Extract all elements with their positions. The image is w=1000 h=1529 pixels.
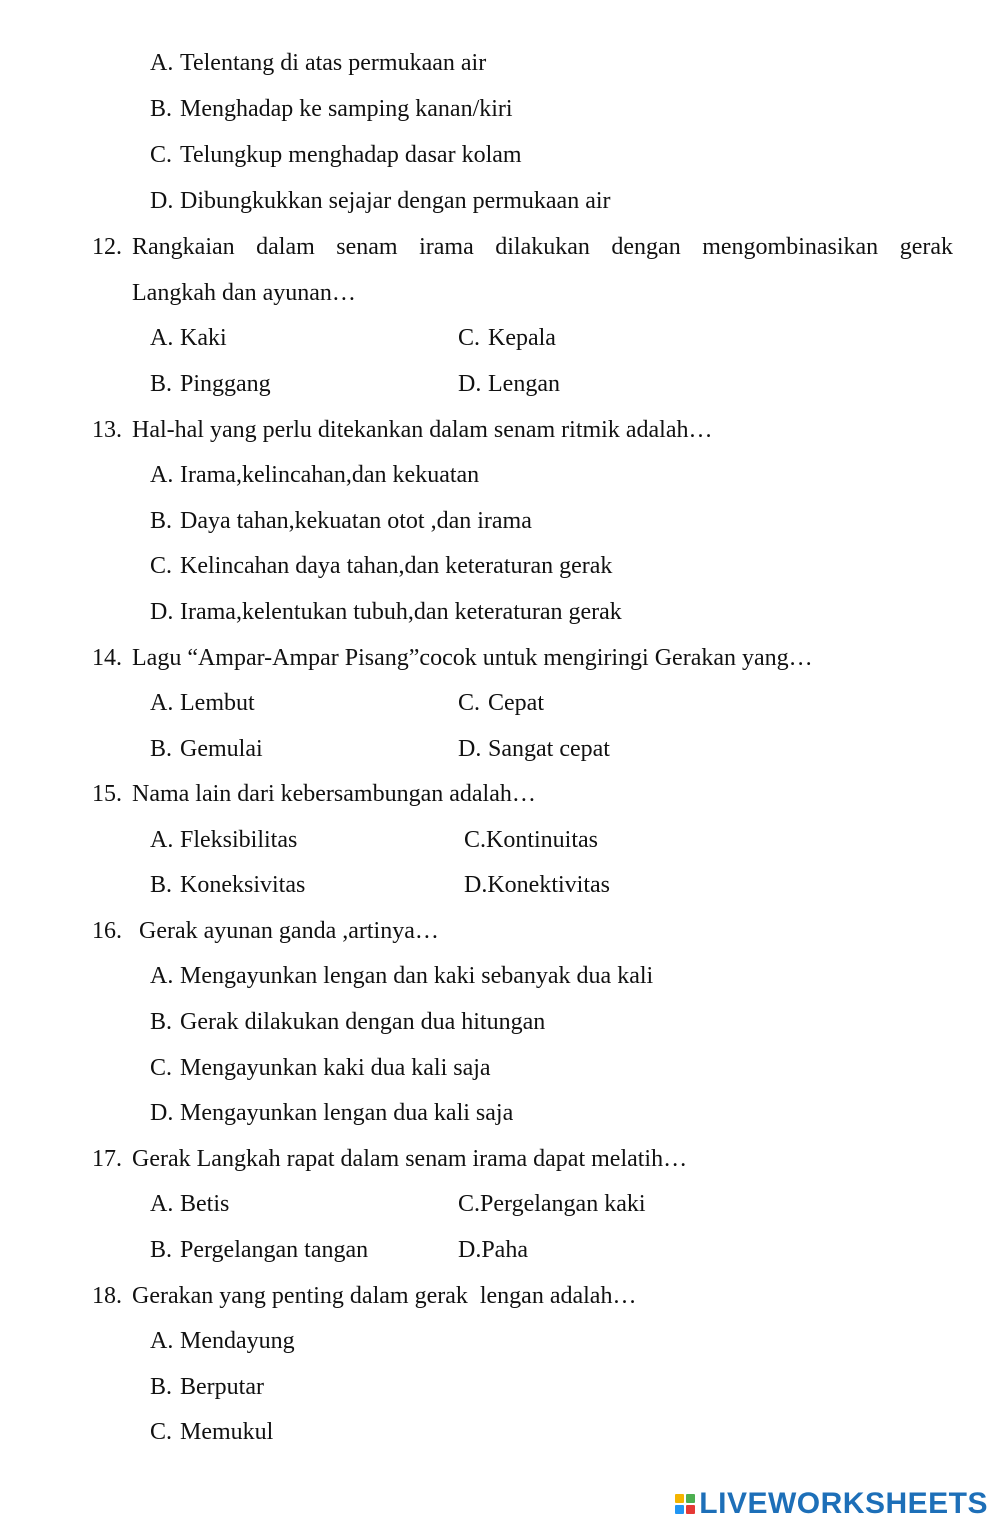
q17-option-b	[150, 1235, 368, 1265]
option-text: Mengayunkan lengan dua kali saja	[180, 1100, 514, 1126]
q11-option-c	[150, 140, 522, 170]
q16-option-b	[150, 1007, 545, 1037]
q17-option-a	[150, 1189, 229, 1219]
option-text: Irama,kelincahan,dan kekuatan	[180, 462, 480, 488]
q18-option-c	[150, 1417, 273, 1447]
q16-option-c	[150, 1053, 491, 1083]
question-text: Nama lain dari kebersambungan adalah…	[132, 781, 536, 807]
question-number: 15.	[92, 781, 122, 807]
option-text: Mengayunkan kaki dua kali saja	[180, 1055, 491, 1081]
option-text: Pinggang	[180, 371, 271, 397]
q11-option-b	[150, 94, 513, 124]
q14-option-d	[458, 734, 610, 764]
option-letter: B.	[150, 1009, 173, 1035]
q12-option-d	[458, 369, 560, 399]
q11-option-d	[150, 186, 611, 216]
question-text: Hal-hal yang perlu ditekankan dalam senam ritmik adalah…	[132, 417, 713, 443]
liveworksheets-logo-icon	[675, 1494, 695, 1514]
option-text: Kepala	[488, 325, 556, 351]
option-letter: C.	[150, 1419, 173, 1445]
q12-option-c	[458, 323, 556, 353]
option-text: Sangat cepat	[488, 736, 610, 762]
option-letter: B.	[150, 736, 173, 762]
question-number: 13.	[92, 417, 122, 443]
q16-option-d	[150, 1098, 513, 1128]
q17-option-c: C.Pergelangan kaki	[458, 1191, 646, 1217]
q15-option-a	[150, 825, 297, 855]
option-letter: D.	[458, 736, 482, 762]
option-letter: B.	[150, 508, 173, 534]
option-text: Dibungkukkan sejajar dengan permukaan air	[180, 188, 611, 214]
q12-question-line2: Langkah dan ayunan…	[132, 280, 356, 306]
question-text: Gerak ayunan ganda ,artinya…	[139, 918, 439, 944]
option-letter: A.	[150, 963, 174, 989]
liveworksheets-logo-text: LIVEWORKSHEETS	[699, 1487, 988, 1520]
option-letter: C.	[458, 325, 481, 351]
q16-option-a	[150, 961, 653, 991]
q14-option-a	[150, 688, 255, 718]
q12-question-line1: Rangkaian dalam senam irama dilakukan dengan mengombinasikan gerak	[132, 234, 953, 260]
option-letter: A.	[150, 1191, 174, 1217]
option-text: Berputar	[180, 1374, 264, 1400]
option-text: Pergelangan tangan	[180, 1237, 369, 1263]
option-letter: D.	[150, 599, 174, 625]
option-letter: A.	[150, 827, 174, 853]
option-letter: C.	[150, 553, 173, 579]
option-letter: C.	[150, 1055, 173, 1081]
option-letter: D.	[458, 371, 482, 397]
q14-option-b	[150, 734, 263, 764]
logo-square-yellow	[675, 1494, 684, 1503]
q15-option-b	[150, 870, 305, 900]
option-text: Cepat	[488, 690, 544, 716]
q13-question	[92, 415, 712, 445]
question-number: 17.	[92, 1146, 122, 1172]
option-text: Fleksibilitas	[180, 827, 298, 853]
option-text: Koneksivitas	[180, 872, 306, 898]
q13-option-a	[150, 460, 479, 490]
option-text: Lengan	[488, 371, 560, 397]
question-number: 18.	[92, 1283, 122, 1309]
q14-question	[92, 643, 813, 673]
logo-square-blue	[675, 1505, 684, 1514]
option-letter: B.	[150, 1374, 173, 1400]
option-letter: A.	[150, 690, 174, 716]
q11-option-a	[150, 48, 486, 78]
option-letter: A.	[150, 325, 174, 351]
option-text: Irama,kelentukan tubuh,dan keteraturan gerak	[180, 599, 622, 625]
q13-option-b	[150, 506, 532, 536]
question-text: Lagu “Ampar-Ampar Pisang”cocok untuk mengiringi Gerakan yang…	[132, 645, 813, 671]
option-text: Gemulai	[180, 736, 263, 762]
option-letter: A.	[150, 1328, 174, 1354]
q18-option-b	[150, 1372, 264, 1402]
option-letter: B.	[150, 1237, 173, 1263]
option-text: Telungkup menghadap dasar kolam	[180, 142, 522, 168]
option-letter: A.	[150, 50, 174, 76]
q16-question	[92, 916, 439, 946]
option-text: Lembut	[180, 690, 255, 716]
option-text: Kelincahan daya tahan,dan keteraturan gerak	[180, 553, 613, 579]
option-letter: A.	[150, 462, 174, 488]
q12-number: 12.	[92, 234, 122, 260]
option-letter: D.	[150, 188, 174, 214]
logo-square-green	[686, 1494, 695, 1503]
question-number: 16.	[92, 918, 122, 944]
q14-option-c	[458, 688, 544, 718]
q15-question	[92, 779, 536, 809]
q13-option-d	[150, 597, 622, 627]
option-letter: D.	[150, 1100, 174, 1126]
option-letter: C.	[150, 142, 173, 168]
q17-option-d: D.Paha	[458, 1237, 528, 1263]
option-text: Telentang di atas permukaan air	[180, 50, 487, 76]
option-text: Menghadap ke samping kanan/kiri	[180, 96, 513, 122]
option-text: Gerak dilakukan dengan dua hitungan	[180, 1009, 546, 1035]
q15-option-d: D.Konektivitas	[464, 872, 610, 898]
option-text: Memukul	[180, 1419, 274, 1445]
liveworksheets-logo	[675, 1487, 988, 1521]
option-text: Mendayung	[180, 1328, 295, 1354]
option-letter: B.	[150, 371, 173, 397]
option-letter: B.	[150, 872, 173, 898]
option-text: Kaki	[180, 325, 227, 351]
question-text: Gerakan yang penting dalam gerak lengan adalah…	[132, 1283, 637, 1309]
question-number: 14.	[92, 645, 122, 671]
q15-option-c: C.Kontinuitas	[464, 827, 599, 853]
logo-square-red	[686, 1505, 695, 1514]
q18-question	[92, 1281, 636, 1311]
q18-option-a	[150, 1326, 295, 1356]
option-letter: C.	[458, 690, 481, 716]
option-text: Mengayunkan lengan dan kaki sebanyak dua kali	[180, 963, 654, 989]
q12-option-a	[150, 323, 227, 353]
q17-question	[92, 1144, 687, 1174]
option-text: Betis	[180, 1191, 230, 1217]
q12-option-b	[150, 369, 271, 399]
question-text: Gerak Langkah rapat dalam senam irama dapat melatih…	[132, 1146, 688, 1172]
option-letter: B.	[150, 96, 173, 122]
option-text: Daya tahan,kekuatan otot ,dan irama	[180, 508, 532, 534]
q13-option-c	[150, 551, 612, 581]
